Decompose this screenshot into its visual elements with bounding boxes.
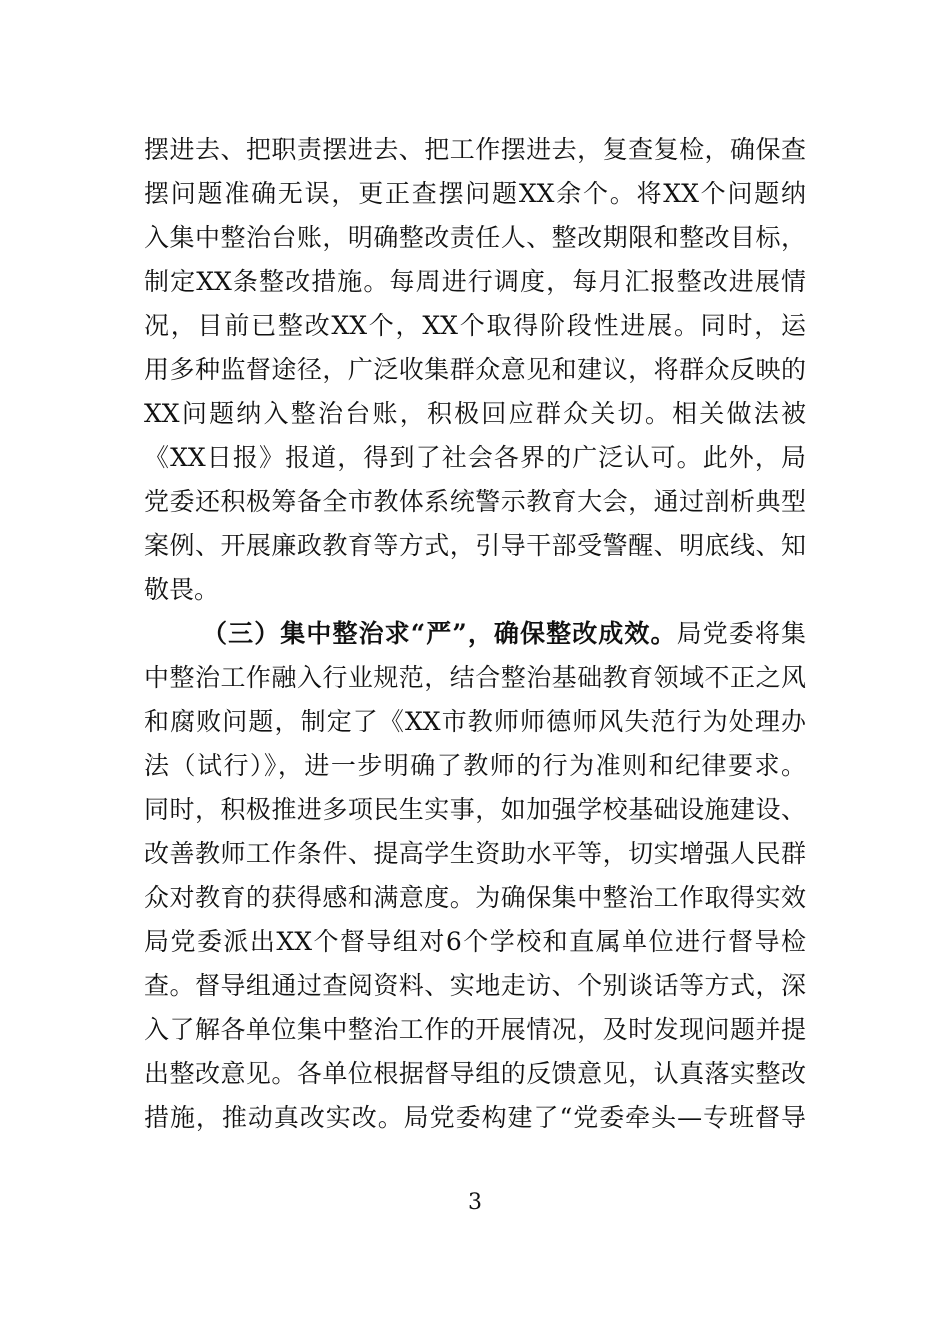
- section-first-line-text: 局党委将集: [676, 619, 806, 648]
- body-text-line: XX问题纳入整治台账，积极回应群众关切。相关做法被: [144, 399, 806, 428]
- page-number: 3: [468, 1190, 482, 1215]
- body-text-line: 入集中整治台账，明确整改责任人、整改期限和整改目标，: [144, 223, 806, 252]
- body-text-line: 况，目前已整改XX个，XX个取得阶段性进展。同时，运: [144, 311, 806, 340]
- body-text-line: 措施，推动真改实改。局党委构建了“党委牵头—专班督导: [144, 1103, 806, 1132]
- body-text-line: 同时，积极推进多项民生实事，如加强学校基础设施建设、: [144, 795, 806, 824]
- body-text-line: 《XX日报》报道，得到了社会各界的广泛认可。此外，局: [144, 443, 806, 472]
- body-text-line: 中整治工作融入行业规范，结合整治基础教育领域不正之风: [144, 663, 806, 692]
- body-text-line: 法（试行）》，进一步明确了教师的行为准则和纪律要求。: [144, 751, 806, 780]
- body-text-line: 摆问题准确无误，更正查摆问题XX余个。将XX个问题纳: [144, 179, 806, 208]
- section-heading: （三）集中整治求“严”，确保整改成效。: [202, 619, 677, 648]
- body-text-line: 用多种监督途径，广泛收集群众意见和建议，将群众反映的: [144, 355, 806, 384]
- body-text-line: 党委还积极筹备全市教体系统警示教育大会，通过剖析典型: [144, 487, 806, 516]
- body-text-line: 局党委派出XX个督导组对6个学校和直属单位进行督导检: [144, 927, 806, 956]
- body-text-line: 摆进去、把职责摆进去、把工作摆进去，复查复检，确保查: [144, 135, 806, 164]
- body-text-line: 制定XX条整改措施。每周进行调度，每月汇报整改进展情: [144, 267, 806, 296]
- body-text-line: 改善教师工作条件、提高学生资助水平等，切实增强人民群: [144, 839, 806, 868]
- section-first-line: [202, 612, 806, 656]
- body-text-line: 和腐败问题，制定了《XX市教师师德师风失范行为处理办: [144, 707, 806, 736]
- body-text-line: 查。督导组通过查阅资料、实地走访、个别谈话等方式，深: [144, 971, 806, 1000]
- body-text-line: 入了解各单位集中整治工作的开展情况，及时发现问题并提: [144, 1015, 806, 1044]
- body-text-line: 案例、开展廉政教育等方式，引导干部受警醒、明底线、知: [144, 531, 806, 560]
- body-text-line: 众对教育的获得感和满意度。为确保集中整治工作取得实效: [144, 883, 806, 912]
- body-text-line: 敬畏。: [144, 575, 220, 604]
- body-text-line: 出整改意见。各单位根据督导组的反馈意见，认真落实整改: [144, 1059, 806, 1088]
